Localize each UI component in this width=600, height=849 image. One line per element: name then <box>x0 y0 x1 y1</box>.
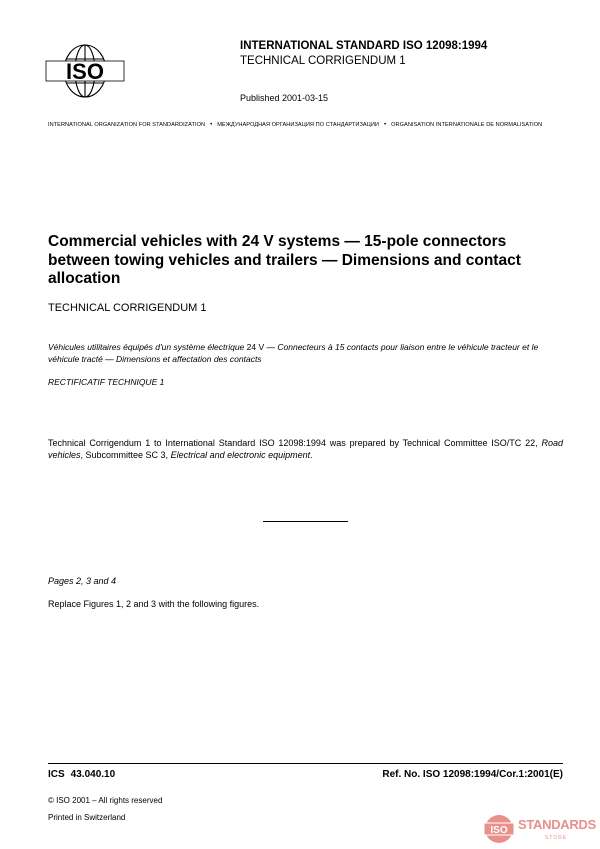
store-text: STANDARDS <box>518 817 596 832</box>
replacement-instruction: Replace Figures 1, 2 and 3 with the following figures. <box>48 599 260 609</box>
footer-divider <box>48 763 563 764</box>
preparation-paragraph <box>48 437 563 461</box>
french-title-part1: Véhicules utilitaires équipés d'un système électrique <box>48 342 247 352</box>
document-title: Commercial vehicles with 24 V systems — 15-pole connectors between towing vehicles and trailers — Dimensions and contact allocation <box>48 233 521 287</box>
published-date: Published 2001-03-15 <box>240 93 329 103</box>
svg-text:ISO: ISO <box>490 825 508 836</box>
section-divider <box>263 521 348 522</box>
org-name-ru: МЕЖДУНАРОДНАЯ ОРГАНИЗАЦИЯ ПО СТАНДАРТИЗАЦИИ <box>217 122 379 128</box>
committee-name: Road vehicles <box>48 438 563 460</box>
iso-logo <box>44 42 126 100</box>
french-title-part2: — Connecteurs à 15 contacts pour liaison entre le véhicule tracteur et le véhicule tracté — Dimensions et affectation des contacts <box>48 342 539 364</box>
organization-line <box>48 122 564 128</box>
store-subtext: STORE <box>545 835 568 841</box>
corrigendum-heading: TECHNICAL CORRIGENDUM 1 <box>48 302 207 314</box>
para-text: , Subcommittee SC 3, <box>80 450 171 460</box>
standards-store-badge <box>483 813 597 845</box>
para-text: . <box>310 450 313 460</box>
org-name-fr: ORGANISATION INTERNATIONALE DE NORMALISATION <box>391 122 543 128</box>
french-title-voltage: 24 V <box>246 342 265 352</box>
corrigendum-label: TECHNICAL CORRIGENDUM 1 <box>240 55 406 67</box>
subcommittee-name: Electrical and electronic equipment <box>170 450 311 460</box>
ics-value: 43.040.10 <box>70 769 116 780</box>
org-name-en: INTERNATIONAL ORGANIZATION FOR STANDARDIZATION <box>48 122 206 128</box>
french-title <box>48 341 568 365</box>
standard-title: INTERNATIONAL STANDARD ISO 12098:1994 <box>240 40 488 52</box>
ics-code <box>48 769 115 780</box>
french-corrigendum: RECTIFICATIF TECHNIQUE 1 <box>48 377 165 387</box>
org-separator: • <box>383 122 387 128</box>
store-iso-icon <box>483 814 515 844</box>
pages-reference: Pages 2, 3 and 4 <box>48 576 117 586</box>
reference-number: Ref. No. ISO 12098:1994/Cor.1:2001(E) <box>382 769 563 780</box>
para-text: Technical Corrigendum 1 to International Standard ISO 12098:1994 was prepared by Technical Committee ISO/TC 22, <box>48 438 542 448</box>
iso-logo-text: ISO <box>66 59 104 84</box>
org-separator: • <box>210 122 213 128</box>
copyright-notice: © ISO 2001 – All rights reserved <box>48 796 163 805</box>
printed-location: Printed in Switzerland <box>48 813 126 822</box>
ics-label: ICS <box>48 769 65 780</box>
